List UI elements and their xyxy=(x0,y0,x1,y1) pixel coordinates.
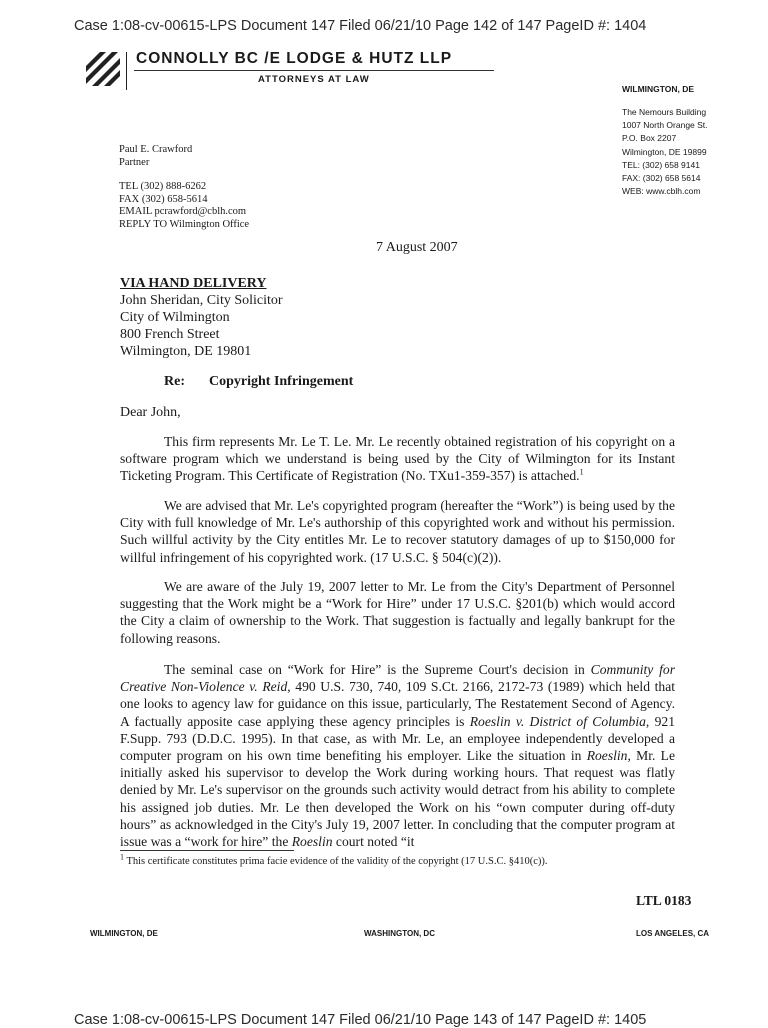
footer-office: WASHINGTON, DC xyxy=(364,929,435,938)
ecf-header-top: Case 1:08-cv-00615-LPS Document 147 Filed 06/21/10 Page 142 of 147 PageID #: 1404 xyxy=(74,18,647,34)
paragraph-text: We are advised that Mr. Le's copyrighted program (hereafter the “Work”) is being used by the City with full knowledge of Mr. Le's authorship of this copyrighted work and without his permission. Such willful activity by the City entitles Mr. Le to recover statutory damages of up to $150,000 for willful infringement of his copyrighted work. (17 U.S.C. § 504(c)(2)). xyxy=(120,498,675,565)
recipient-line: 800 French Street xyxy=(120,327,220,342)
paragraph-text: , Mr. Le initially asked his supervisor to develop the Work during working hours. That request was flatly denied by Mr. Le's supervisor on the grounds such activity would detract from his ability to complete his assigned job duties. Mr. Le then developed the Work on his “own computer during off-duty hours” as acknowledged in the City's July 19, 2007 letter. In concluding that the computer program at issue was a “work for hire” the xyxy=(120,748,676,850)
paragraph-text: , 921 F.Supp. 793 (D.D.C. 1995). In that case, as with Mr. Le, an employee independently developed a computer program on his own time benefiting his employer. Like the situation in xyxy=(120,713,676,764)
letter-date: 7 August 2007 xyxy=(376,240,458,255)
paragraph-text: court noted “it xyxy=(332,834,415,850)
sender-name: Paul E. Crawford xyxy=(119,144,193,155)
re-subject: Copyright Infringement xyxy=(209,374,354,389)
sender-block xyxy=(119,144,192,169)
office-location: WILMINGTON, DE xyxy=(622,84,695,94)
address-line: TEL: (302) 658 9141 xyxy=(622,159,700,170)
address-line: Wilmington, DE 19899 xyxy=(622,146,707,157)
address-line: FAX: (302) 658 5614 xyxy=(622,173,701,184)
sender-tel: TEL (302) 888-6262 xyxy=(119,181,207,192)
paragraph-text: , 490 U.S. 730, 740, 109 S.Ct. 2166, 2172-73 (1989) which held that one looks to agency law for guidance on this issue, particularly, The Restatement Second of Agency. A factually apposite case applying these agency principles is xyxy=(120,679,676,729)
firm-tagline: ATTORNEYS AT LAW xyxy=(258,74,370,85)
bates-number: LTL 0183 xyxy=(636,893,692,908)
recipient-line: Wilmington, DE 19801 xyxy=(120,344,252,359)
salutation: Dear John, xyxy=(120,405,181,420)
re-label: Re: xyxy=(164,374,185,389)
sender-fax: FAX (302) 658-5614 xyxy=(119,193,208,205)
firm-name: CONNOLLY BC /E LODGE & HUTZ LLP xyxy=(136,50,453,67)
recipient-line: City of Wilmington xyxy=(120,310,230,325)
case-citation: Community for Creative Non-Violence v. Reid xyxy=(120,662,675,695)
case-citation: Roeslin xyxy=(291,834,333,850)
recipient-address xyxy=(120,292,283,360)
footnote-rule xyxy=(120,850,294,851)
firm-name-rule xyxy=(134,70,494,71)
body-paragraph xyxy=(120,433,675,485)
sender-contact xyxy=(119,181,249,231)
paragraph-text: This firm represents Mr. Le T. Le. Mr. Le recently obtained registration of his copyright on a software program which we understand is being used by the City of Wilmington for its Instant Ticketing Program. This Certificate of Registration (No. TXu1-359-357) is attached. xyxy=(120,434,675,484)
sender-email: EMAIL pcrawford@cblh.com xyxy=(119,206,247,217)
footer-office: LOS ANGELES, CA xyxy=(636,929,710,938)
address-line: The Nemours Building xyxy=(622,107,707,117)
case-citation: Roeslin xyxy=(586,748,628,764)
case-citation: Roeslin v. District of Columbia xyxy=(469,713,646,729)
firm-logo-icon xyxy=(86,52,120,86)
paragraph-text: We are aware of the July 19, 2007 letter to Mr. Le from the City's Department of Personnel suggesting that the Work might be a “Work for Hire” under 17 U.S.C. §201(b) which would accord the City a claim of ownership to the Work. That suggestion is factually and legally bankrupt for the following reasons. xyxy=(120,579,675,646)
body-paragraph xyxy=(120,661,675,850)
office-address xyxy=(622,106,708,198)
sender-reply-to: REPLY TO Wilmington Office xyxy=(119,218,250,230)
ecf-header-bottom: Case 1:08-cv-00615-LPS Document 147 Filed 06/21/10 Page 143 of 147 PageID #: 1405 xyxy=(74,1012,647,1028)
footnote-text: This certificate constitutes prima facie evidence of the validity of the copyright (17 U.S.C. §410(c)). xyxy=(126,856,548,867)
paragraph-text: The seminal case on “Work for Hire” is the Supreme Court's decision in xyxy=(164,662,591,677)
footnote-reference: 1 xyxy=(579,467,584,477)
re-line xyxy=(164,374,353,390)
sender-title: Partner xyxy=(119,156,150,168)
body-paragraph xyxy=(120,578,675,647)
footnote xyxy=(120,852,548,867)
delivery-method: VIA HAND DELIVERY xyxy=(120,276,267,291)
footnote-marker: 1 xyxy=(120,852,124,862)
footer-office: WILMINGTON, DE xyxy=(90,929,158,938)
address-line: WEB: www.cblh.com xyxy=(622,186,701,197)
logo-divider xyxy=(126,52,127,90)
address-line: 1007 North Orange St. xyxy=(622,120,708,131)
recipient-line: John Sheridan, City Solicitor xyxy=(120,293,283,308)
address-line: P.O. Box 2207 xyxy=(622,133,677,144)
body-paragraph xyxy=(120,497,675,566)
